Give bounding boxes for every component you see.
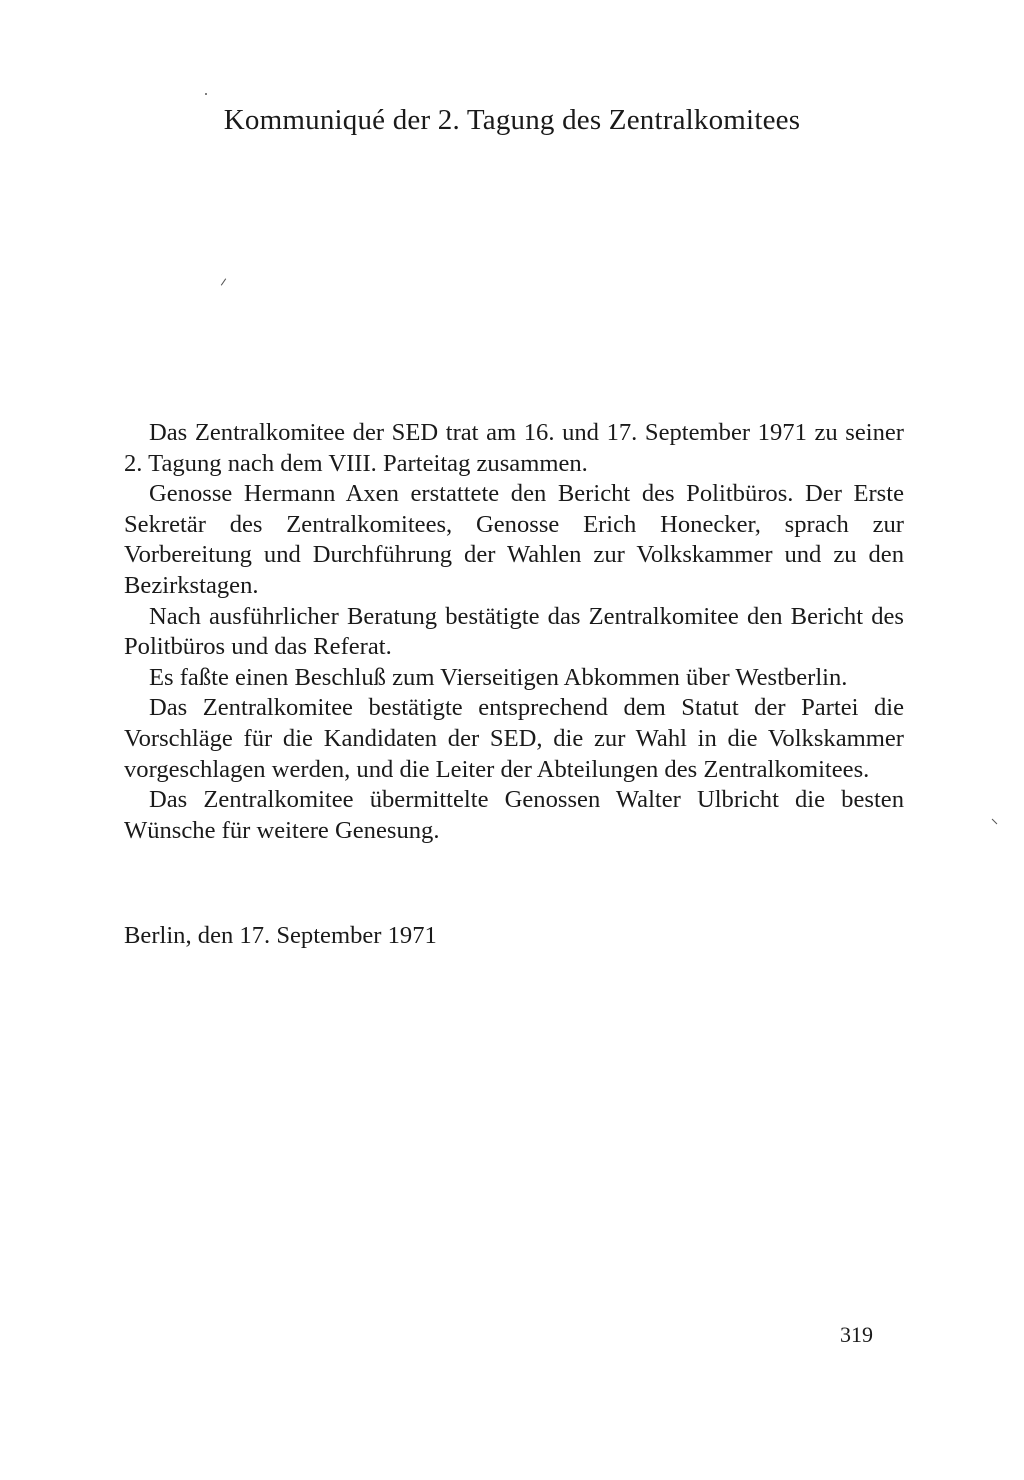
paragraph: Nach ausführlicher Beratung bestätigte das Zentralkomitee den Bericht des Politbüros und das Referat. xyxy=(124,602,904,661)
scan-speck xyxy=(205,93,207,95)
scan-mark xyxy=(221,278,226,285)
paragraph: Das Zentralkomitee der SED trat am 16. und 17. September 1971 zu seiner 2. Tagung nach dem VIII. Parteitag zusammen. xyxy=(124,419,904,477)
paragraph: Das Zentralkomitee bestätigte entsprechend dem Statut der Partei die Vorschläge für die Kandidaten der SED, die zur Wahl in die Volkskammer vorgeschlagen werden, und die Leiter der Abteilungen des Zentralkomitees. xyxy=(124,694,904,783)
paragraph: Es faßte einen Beschluß zum Vierseitigen Abkommen über Westberlin. xyxy=(149,663,848,691)
paragraph: Das Zentralkomitee übermittelte Genossen Walter Ulbricht die besten Wünsche für weitere Genesung. xyxy=(124,786,904,844)
document-body xyxy=(124,418,904,846)
place-date: Berlin, den 17. September 1971 xyxy=(124,922,437,949)
page-number: 319 xyxy=(840,1322,873,1347)
scan-mark xyxy=(992,819,998,825)
document-title: Kommuniqué der 2. Tagung des Zentralkomitees xyxy=(223,104,801,136)
paragraph: Genosse Hermann Axen erstattete den Bericht des Politbüros. Der Erste Sekretär des Zentralkomitees, Genosse Erich Honecker, sprach zur Vorbereitung und Durchführung der Wahlen zur Volkskammer und zu den Bezirkstagen. xyxy=(124,480,904,599)
